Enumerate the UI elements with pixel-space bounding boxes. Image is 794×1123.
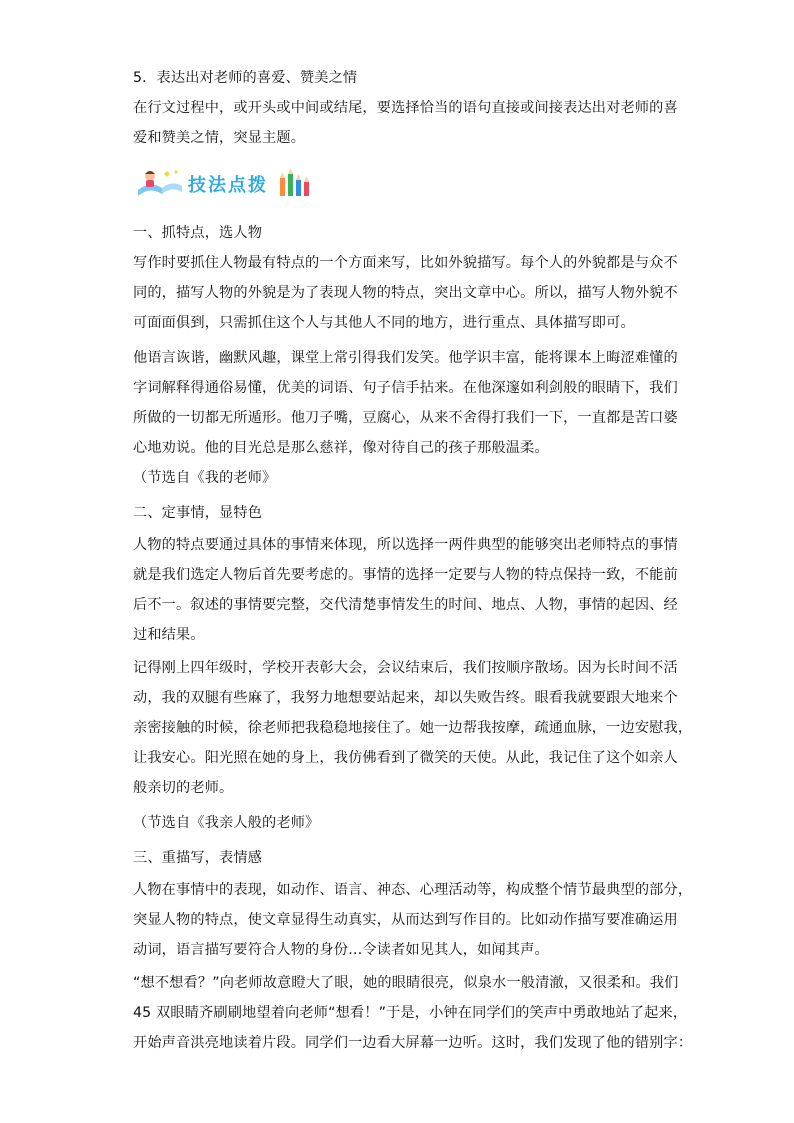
paragraph-line: 人物的特点要通过具体的事情来体现，所以选择一两件典型的能够突出老师特点的事情	[133, 537, 678, 553]
paragraph-line: 可面面俱到，只需抓住这个人与其他人不同的地方，进行重点、具体描写即可。	[133, 315, 635, 331]
section-heading-1: 一、抓特点，选人物	[133, 225, 263, 241]
paragraph-line: 动词，语言描写要符合人物的身份…令读者如见其人，如闻其声。	[133, 942, 549, 958]
example-line: 心地劝说。他的目光总是那么慈祥，像对待自己的孩子那般温柔。	[133, 440, 549, 456]
pencils-icon	[276, 168, 312, 198]
paragraph-line: 人物在事情中的表现，如动作、语言、神态、心理活动等，构成整个情节最典型的部分，	[133, 882, 693, 898]
example-line: 所做的一切都无所遁形。他刀子嘴，豆腐心，从来不舍得打我们一下，一直都是苦口婆	[133, 410, 678, 426]
example-line: 亲密接触的时候，徐老师把我稳稳地接住了。她一边帮我按摩，疏通血脉，一边安慰我，	[133, 720, 693, 736]
source-note: （节选自《我亲人般的老师》	[133, 815, 320, 831]
badge-label: 技法点拨	[188, 175, 268, 196]
example-line: 开始声音洪亮地读着片段。同学们一边看大屏幕一边听。这时，我们发现了他的错别字：	[133, 1035, 693, 1051]
section-heading-2: 二、定事情，显特色	[133, 505, 263, 521]
example-line: 45 双眼睛齐刷刷地望着向老师“想看！”于是，小钟在同学们的笑声中勇敢地站了起来，	[133, 1005, 688, 1021]
example-line: 般亲切的老师。	[133, 780, 234, 796]
example-line: 动，我的双腿有些麻了，我努力地想要站起来，却以失败告终。眼看我就要跟大地来个	[133, 690, 678, 706]
paragraph-line: 写作时要抓住人物最有特点的一个方面来写，比如外貌描写。每个人的外貌都是与众不	[133, 255, 678, 271]
reading-child-book-icon	[136, 168, 184, 198]
example-line: 记得刚上四年级时，学校开表彰大会，会议结束后，我们按顺序散场。因为长时间不活	[133, 660, 678, 676]
paragraph-line: 爱和赞美之情，突显主题。	[133, 130, 306, 146]
heading-expression: 5．表达出对老师的喜爱、赞美之情	[133, 70, 358, 86]
paragraph-line: 后不一。叙述的事情要完整，交代清楚事情发生的时间、地点、人物，事情的起因、经	[133, 597, 678, 613]
technique-badge	[136, 168, 311, 198]
example-line: 字词解释得通俗易懂，优美的词语、句子信手拈来。在他深邃如利剑般的眼睛下，我们	[133, 380, 678, 396]
paragraph-line: 就是我们选定人物后首先要考虑的。事情的选择一定要与人物的特点保持一致，不能前	[133, 567, 678, 583]
example-line: 让我安心。阳光照在她的身上，我仿佛看到了微笑的天使。从此，我记住了这个如亲人	[133, 750, 678, 766]
paragraph-line: 同的，描写人物的外貌是为了表现人物的特点，突出文章中心。所以，描写人物外貌不	[133, 285, 678, 301]
paragraph-line: 过和结果。	[133, 627, 205, 643]
paragraph-line: 在行文过程中，或开头或中间或结尾，要选择恰当的语句直接或间接表达出对老师的喜	[133, 100, 678, 116]
example-line: “想不想看？”向老师故意瞪大了眼，她的眼睛很亮，似泉水一般清澈，又很柔和。我们	[133, 975, 679, 991]
example-line: 他语言诙谐，幽默风趣，课堂上常引得我们发笑。他学识丰富，能将课本上晦涩难懂的	[133, 350, 678, 366]
source-note: （节选自《我的老师》	[133, 470, 277, 486]
paragraph-line: 突显人物的特点，使文章显得生动真实，从而达到写作目的。比如动作描写要准确运用	[133, 912, 678, 928]
section-heading-3: 三、重描写，表情感	[133, 850, 263, 866]
